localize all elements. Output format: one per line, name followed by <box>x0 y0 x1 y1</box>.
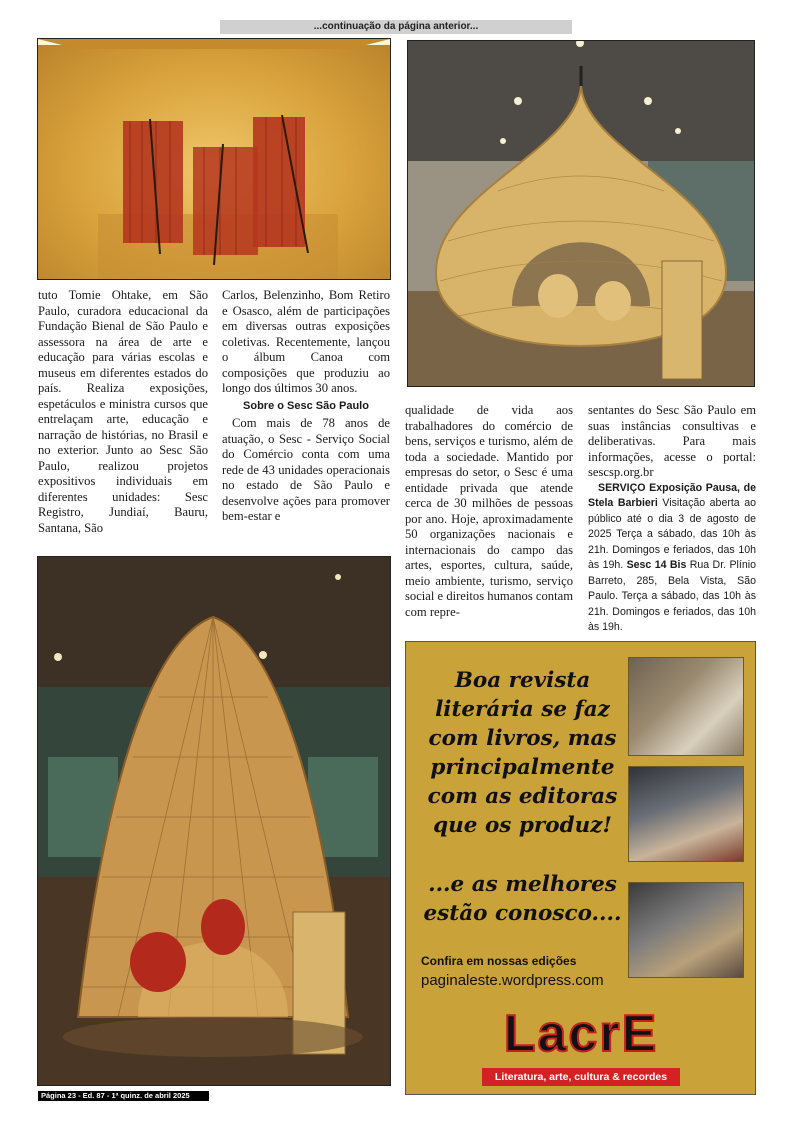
textile-installation-illustration <box>38 39 390 279</box>
ad-website-link[interactable]: paginaleste.wordpress.com <box>421 972 604 989</box>
article-column-1 <box>38 288 208 536</box>
article-paragraph: qualidade de vida aos trabalhadores do comércio de bens, serviços e turismo, além de toda a sociedade. Mantido por empresas do setor, o Sesc é uma entidade privada que atende cerca de 30 milhões de pessoas por ano. Hoje, aproximadamente 50 organizações nacionais e internacionais do campo das artes, esportes, cultura, saúde, meio ambiente, turismo, serviço social e direitos humanos contam com repre- <box>405 403 573 619</box>
logo-wordmark: LacrE <box>503 1005 659 1063</box>
article-paragraph: sentantes do Sesc São Paulo em suas instâncias consultivas e deliberativas. Para mais informações, acesse o portal: sescsp.org.br <box>588 403 756 479</box>
ad-call-to-action: Confira em nossas edições <box>421 954 577 968</box>
ad-headline: Boa revista literária se faz com livros, mas principalmente com as editoras que os produz! <box>427 668 618 838</box>
logo-tagline: Literatura, arte, cultura & recordes <box>482 1068 680 1086</box>
page-footer: Página 23 - Ed. 87 - 1ª quinz. de abril 2025 <box>38 1091 209 1101</box>
woven-cone-illustration <box>38 557 390 1085</box>
installation-photo-pavilion <box>407 40 755 387</box>
ad-photo-book-covers <box>628 882 744 978</box>
service-info <box>588 481 756 636</box>
continuation-banner: ...continuação da página anterior... <box>220 20 572 34</box>
installation-photo-textiles <box>37 38 391 280</box>
section-subheading: Sobre o Sesc São Paulo <box>243 399 369 412</box>
ad-subline: ...e as melhores estão conosco.... <box>423 872 622 926</box>
article-paragraph: tuto Tomie Ohtake, em São Paulo, curadora educacional da Fundação Bienal de São Paulo e assessora na área de arte e educação para várias escolas e museus em diferentes estados do país. Realiza exposições, espetáculos e ministra cursos que entrelaçam arte, educação e narração de histórias, no Brasil e no exterior. Junto ao Sesc São Paulo, realizou projetos expositivos individuais em diferentes unidades: Sesc Registro, Jundiaí, Bauru, Santana, São <box>38 288 208 535</box>
article-column-3 <box>405 403 573 620</box>
service-address: Rua Dr. Plínio Barreto, 285, Bela Vista, São Paulo. Terça a sábado, das 10h às 21h. Domingos e feriados, das 10h às 19h. <box>588 559 756 633</box>
service-hours: Visitação aberta ao público até o dia 3 de agosto de 2025 Terça a sábado, das 10h às 21h. Domingos e feriados, das 10h às 19h. <box>588 497 756 571</box>
lacre-logo <box>478 1005 684 1083</box>
ad-photo-package <box>628 657 744 756</box>
article-paragraph: Carlos, Belenzinho, Bom Retiro e Osasco, além de participações em diversas outras exposições coletivas. Recentemente, lançou o álbum Canoa com composições que produziu ao longo dos últimos 30 anos. <box>222 288 390 395</box>
service-label: SERVIÇO Exposição Pausa, de Stela Barbieri <box>588 481 756 509</box>
article-paragraph: Com mais de 78 anos de atuação, o Sesc - Serviço Social do Comércio conta com uma rede de 43 unidades operacionais no estado de São Paulo e desenvolve ações para promover bem-estar e <box>222 416 390 523</box>
article-column-4 <box>588 403 756 636</box>
article-column-2 <box>222 288 390 525</box>
woven-pavilion-illustration <box>408 41 754 386</box>
ad-photo-books <box>628 766 744 862</box>
installation-photo-cone <box>37 556 391 1086</box>
service-venue: Sesc 14 Bis <box>626 559 687 571</box>
lacre-advertisement <box>405 641 756 1095</box>
